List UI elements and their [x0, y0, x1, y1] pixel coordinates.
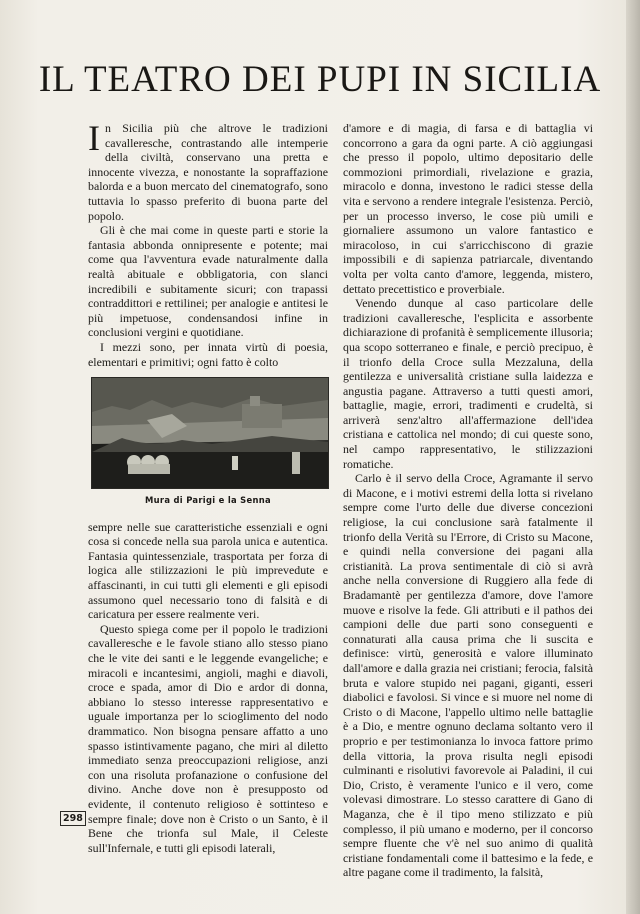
page-edge — [626, 0, 640, 914]
figure-photo — [91, 377, 329, 489]
paragraph-8: Carlo è il servo della Croce, Agramante il servo di Macone, e i motivi estremi della lotta si rivelano sempre come l'urto delle due diverse concezioni religiose, la cui conclusione sarà fatalmente il trionfo della Verità su l'Errore, di Cristo su Macone, e quindi nella conversione dei pagani alla cristianità. La prova sentimentale di ciò si avrà anche nella conversione di Ruggiero alla fede di Bradamantè per gentilezza d'amore, dove l'amore muove e risolve la fede. Gli attributi e il pathos dei campioni delle due parti sono conseguenti e connaturati alla causa prima che li suscita e definisce: virtù, generosità e valore illuminato dall'amore e dalla grazia nei cristiani; ferocia, falsità bruta e valore stupido nei pagani, giganti, esseri diabolici e favolosi. Si vince e si muore nel nome di Cristo o di Macone, l'appello ultimo nelle battaglie è a Dio, e mentre ognuno declama soltanto vero il proprio e per testimonianza lo invoca fattore primo della vittoria, la prova risulta negli episodi culminanti e risolutivi favorevole ai Paladini, il cui Dio, Cristo, è veramente l'unico e il vero, come volevasi dimostrare. Lo stesso carattere di Gano di Maganza, che è il tipo meno stilizzato e più complesso, il più umano e moderno, per il concorso sempre fluente che v'è nel suo animo di qualità cristiane fondamentali come il battesimo e la fede, e altre pagane come il tradimento, la falsità, — [343, 471, 593, 880]
figure-caption: Mura di Parigi e la Senna — [145, 495, 271, 506]
drop-cap: I — [88, 118, 100, 158]
photo-city-walls — [92, 378, 328, 488]
article-title: IL TEATRO DEI PUPI IN SICILIA — [38, 59, 602, 100]
left-column — [88, 118, 328, 855]
paragraph-7: Venendo dunque al caso particolare delle tradizioni cavalleresche, l'esplicita e assorbente dichiarazione di profanità è semplicemente illusoria; qua scopo sotterraneo e finale, e perciò precipuo, è il trionfo della Croce sulla Mezzaluna, della gentilezza e universalità cristiane sulla laidezza e angustia pagane. Attraverso a tutti questi amori, battaglie, magie, errori, tradimenti e crudeltà, si arriverà senz'altro all'affermazione dell'idea cristiana e cattolica nel mondo; di cui queste sono, nel campo rappresentativo, le stilizzazioni romatiche. — [343, 296, 593, 471]
paragraph-6: d'amore e di magia, di farsa e di battaglia vi concorrono a gara da ogni parte. A ciò aggiungasi che presso il popolo, ultimo depositario delle commozioni primordiali, rivelazione e grazia, miracolo e donna, investono le radici stesse della vita e servono a rendere integrale l'esistenza. Perciò, per un processo inverso, le cose più umili e giornaliere assumono un valore fantastico e miracoloso, in cui s'arricchiscono di grazie impossibili e di sapienza patriarcale, diventando volta per volta canto d'amore, leggenda, mistero, dettato precettistico e proverbiale. — [343, 121, 593, 296]
page-number: 298 — [60, 811, 86, 826]
right-column — [343, 121, 593, 880]
paragraph-2: Gli è che mai come in queste parti e storie la fantasia abbonda onnipresente e potente; mai come qua l'avventura evade naturalmente dalla realtà abituale e obbligatoria, con slanci incredibili e subitamente sicuri; con trapassi contraddittori e rettilinei; per analogie e antitesi le più impetuose, condensandosi infine in conclusioni vergini e quotidiane. — [88, 223, 328, 340]
paragraph-1: In Sicilia più che altrove le tradizioni cavalleresche, contrastando alle intemperie della civiltà, conservano una pretta e innocente vivezza, e nonostante la sopraffazione balorda e a buon mercato del cinematografo, sono tuttavia lo spasso preferito di buona parte del popolo. — [88, 118, 328, 223]
paragraph-3: I mezzi sono, per innata virtù di poesia, elementari e primitivi; ogni fatto è colto — [88, 339, 328, 369]
paragraph-4: sempre nelle sue caratteristiche essenziali e ogni cosa si concede nella sua parola unica e autentica. Fantasia quintessenziale, trasportata per forza di logica alle stilizzazioni le più imprevedute e affascinanti, in cui tutti gli elementi e gli episodi assumono quel necessario tono di falsità e di caricatura per essere realmente veri. — [88, 519, 328, 622]
paragraph-5: Questo spiega come per il popolo le tradizioni cavalleresche e le favole stiano allo stesso piano che le vite dei santi e le leggende evangeliche; e miracoli e incantesimi, angioli, maghi e diavoli, croce e spada, amor di Dio e ardor di donna, abbiano lo stesso interesse rappresentativo e uguale importanza per lo scioglimento del nodo drammatico. Non bisogna pensare affatto a uno spasso istintivamente pagano, che miri al diletto immediato senza preoccupazioni religiose, anzi con una risoluta profanazione o confusione del divino. Anche dove non è presupposto od evidente, il contenuto religioso è sottinteso e sempre finale; dove non è Cristo o un Santo, è il Bene che trionfa sul Male, il Celeste sull'Infernale, e tutti gli episodi laterali, — [88, 621, 328, 855]
